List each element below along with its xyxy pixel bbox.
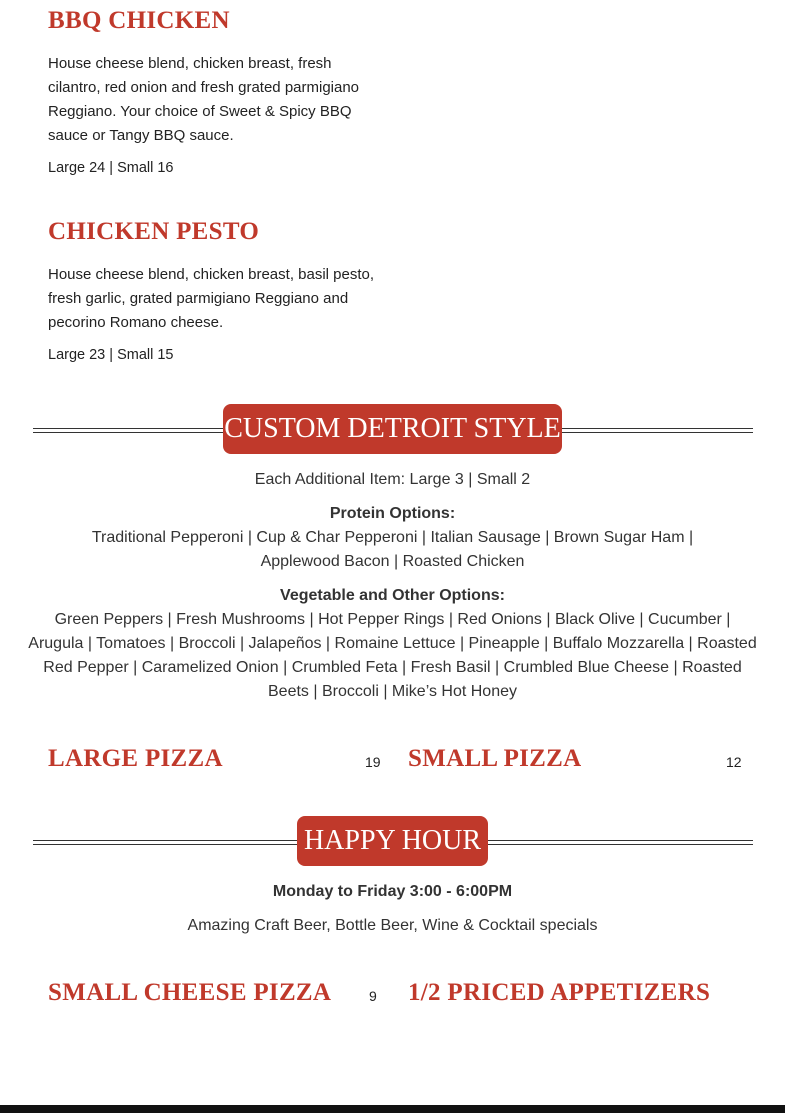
section-title-custom: CUSTOM DETROIT STYLE	[223, 404, 562, 454]
section-title-happy-hour: HAPPY HOUR	[297, 816, 488, 866]
small-cheese-pizza-price: 9	[369, 988, 377, 1004]
section-header-happy-hour	[33, 816, 753, 868]
protein-list: Traditional Pepperoni | Cup & Char Pepperoni | Italian Sausage | Brown Sugar Ham | Applewood Bacon | Roasted Chicken	[91, 529, 694, 570]
vegetable-heading: Vegetable and Other Options:	[280, 587, 505, 604]
vegetable-list: Green Peppers | Fresh Mushrooms | Hot Pepper Rings | Red Onions | Black Olive | Cucumber | Arugula | Tomatoes | Broccoli | Jalapeños | Romaine Lettuce | Pineapple | Buffalo Mozzarella | Roasted Red Pepper | Caramelized Onion | Crumbled Feta | Fresh Basil | Crumbled Blue Cheese | Roasted Beets | Broccoli | Mike’s Hot Honey	[28, 611, 757, 700]
section-header-custom	[33, 404, 753, 456]
item-title-bbq-chicken: BBQ CHICKEN	[48, 7, 230, 34]
item-description-bbq-chicken: House cheese blend, chicken breast, fresh cilantro, red onion and fresh grated parmigiano Reggiano. Your choice of Sweet & Spicy BBQ sauce or Tangy BBQ sauce.	[48, 55, 360, 144]
item-price-chicken-pesto: Large 23 | Small 15	[48, 347, 174, 363]
item-price-bbq-chicken: Large 24 | Small 16	[48, 160, 174, 176]
item-title-chicken-pesto: CHICKEN PESTO	[48, 218, 260, 245]
half-priced-appetizers-label: 1/2 PRICED APPETIZERS	[408, 979, 711, 1006]
small-pizza-price: 12	[726, 754, 742, 770]
happy-hour-specials: Amazing Craft Beer, Bottle Beer, Wine & Cocktail specials	[187, 917, 598, 934]
large-pizza-label: LARGE PIZZA	[48, 745, 223, 772]
item-description-chicken-pesto: House cheese blend, chicken breast, basil pesto, fresh garlic, grated parmigiano Reggiano and pecorino Romano cheese.	[48, 266, 375, 331]
additional-item-pricing: Each Additional Item: Large 3 | Small 2	[254, 471, 531, 488]
footer-bar	[0, 1105, 785, 1113]
small-cheese-pizza-label: SMALL CHEESE PIZZA	[48, 979, 332, 1006]
large-pizza-price: 19	[365, 754, 381, 770]
small-pizza-label: SMALL PIZZA	[408, 745, 582, 772]
happy-hour-time: Monday to Friday 3:00 - 6:00PM	[272, 883, 513, 900]
protein-heading: Protein Options:	[329, 505, 456, 522]
